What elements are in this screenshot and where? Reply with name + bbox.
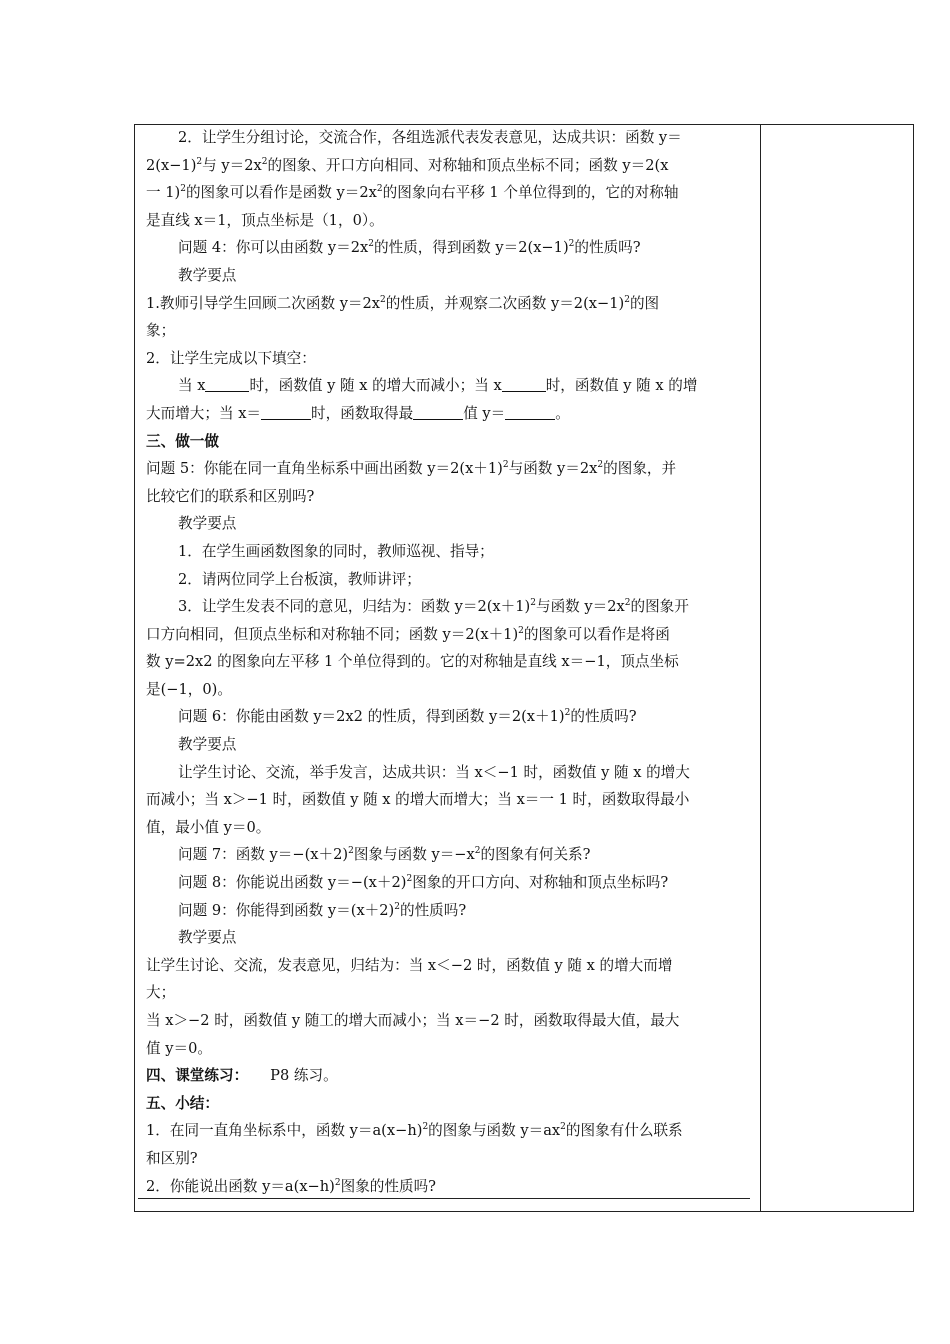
- text-line: 2．让学生分组讨论，交流合作，各组选派代表发表意见，达成共识：函数 y＝: [178, 129, 682, 146]
- end-rule: [138, 1198, 750, 1199]
- text-line: 1．在学生画函数图象的同时，教师巡视、指导；: [178, 542, 494, 560]
- text-line: 值 y＝0。: [146, 1039, 212, 1057]
- question-6: 问题 6：你能由函数 y＝2x2 的性质，得到函数 $y=2(x+1)^2$的性质吗?: [178, 708, 637, 726]
- fill-blank[interactable]: [205, 377, 249, 392]
- summary-item-1: 1．在同一直角坐标系中，函数 $y=a(x-h)^2$的图象与函数 $y=ax^2$的图象有什么联系: [146, 1122, 683, 1140]
- teaching-points-label: 教学要点: [178, 515, 237, 533]
- fill-blank[interactable]: [413, 405, 463, 420]
- text-line: 3．让学生发表不同的意见，归结为：函数 $y=2(x+1)^2$与函数 $y=2x^2$的图象开: [178, 598, 689, 616]
- text-line: $2(x-1)^2$与 $y=2x^2$的图象、开口方向相同、对称轴和顶点坐标不同；函数 y＝2(x: [146, 156, 669, 174]
- text-line: 数 y=2x2 的图象向左平移 1 个单位得到的。它的对称轴是直线 x＝−1，顶点坐标: [146, 653, 679, 671]
- text-line: 口方向相同，但顶点坐标和对称轴不同；函数 $y=2(x+1)^2$的图象可以看作是将函: [146, 625, 670, 643]
- text-line: 是直线 x＝1，顶点坐标是（1，0）。: [146, 211, 384, 229]
- lesson-content: [146, 124, 754, 1200]
- section-heading: 四、课堂练习： P8 练习。: [146, 1067, 338, 1085]
- text-line: 大；: [146, 984, 176, 1002]
- column-divider: [760, 124, 761, 1212]
- question-7: 问题 7：函数 $y=-(x+2)^2$图象与函数 $y=-x^2$的图象有何关系?: [178, 846, 591, 864]
- teaching-points-label: 教学要点: [178, 736, 237, 754]
- text-line: 比较它们的联系和区别吗?: [146, 487, 315, 505]
- section-heading: 五、小结：: [146, 1094, 219, 1112]
- text-line: 和区别?: [146, 1149, 198, 1167]
- fill-blank[interactable]: [505, 405, 555, 420]
- section-heading: 三、做一做: [146, 432, 219, 450]
- text-line: 2．请两位同学上台板演，教师讲评；: [178, 570, 421, 588]
- text-line: 让学生讨论、交流，举手发言，达成共识：当 x＜−1 时，函数值 y 随 x 的增大: [178, 763, 690, 781]
- text-line: 而减小；当 x＞−1 时，函数值 y 随 x 的增大而增大；当 x＝一 1 时，函数取得最小: [146, 791, 690, 809]
- question-9: 问题 9：你能得到函数 $y=(x+2)^2$的性质吗?: [178, 901, 467, 919]
- teaching-points-label: 教学要点: [178, 266, 237, 284]
- text-line: 让学生讨论、交流，发表意见，归结为：当 x＜−2 时，函数值 y 随 x 的增大而增: [146, 956, 673, 974]
- question-4: 问题 4：你可以由函数 $y=2x^2$的性质，得到函数 $y=2(x-1)^2$的性质吗?: [178, 239, 641, 257]
- fill-blank[interactable]: [502, 377, 546, 392]
- fill-in-line: 当 x 时，函数值 y 随 x 的增大而减小；当 x 时，函数值 y 随 x 的增: [178, 377, 698, 395]
- text-line: 值，最小值 y＝0。: [146, 818, 271, 836]
- text-line: 当 x＞−2 时，函数值 y 随工的增大而减小；当 x＝−2 时，函数取得最大值，最大: [146, 1012, 680, 1029]
- text-line: 是(−1，0)。: [146, 680, 232, 698]
- text-line: 1.教师引导学生回顾二次函数 $y=2x^2$的性质，并观察二次函数 $y=2(x-1)^2$的图: [146, 294, 660, 312]
- summary-item-2: 2．你能说出函数 $y=a(x-h)^2$图象的性质吗?: [146, 1177, 436, 1195]
- question-8: 问题 8：你能说出函数 $y=-(x+2)^2$图象的开口方向、对称轴和顶点坐标吗?: [178, 874, 669, 892]
- text-line: 象；: [146, 322, 176, 340]
- fill-in-line: 大而增大；当 x＝ 时，函数取得最 值 y＝ 。: [146, 404, 570, 422]
- fill-blank[interactable]: [261, 405, 311, 420]
- question-5: 问题 5：你能在同一直角坐标系中画出函数 $y=2(x+1)^2$与函数 $y=2x^2$的图象，并: [146, 460, 677, 478]
- text-line: 2．让学生完成以下填空：: [146, 349, 316, 367]
- teaching-points-label: 教学要点: [178, 929, 237, 947]
- text-line: 一 1)$^2$的图象可以看作是函数 $y=2x^2$的图象向右平移 1 个单位得到的，它的对称轴: [146, 184, 679, 202]
